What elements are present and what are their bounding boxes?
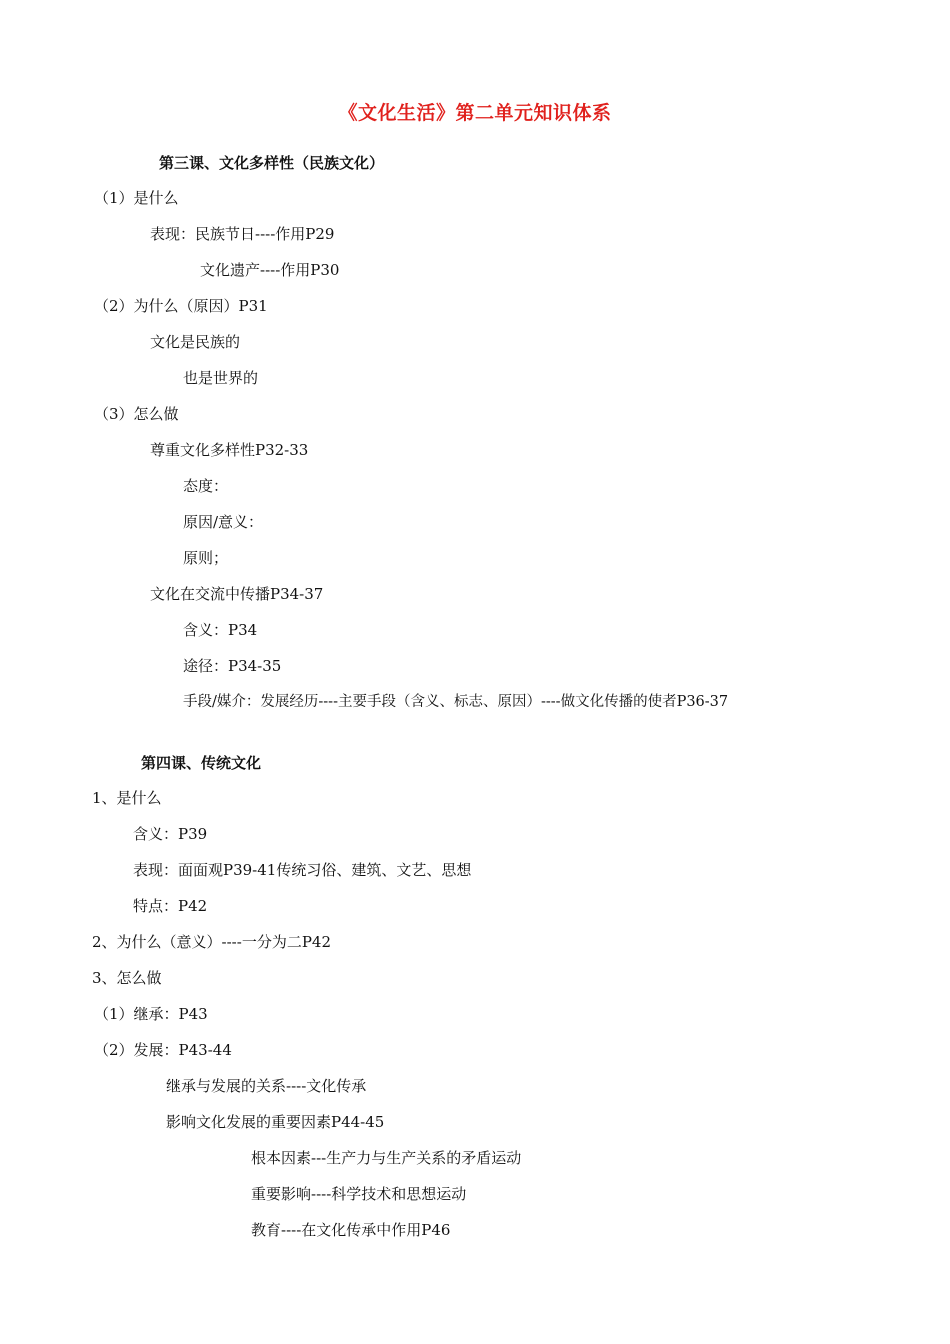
lesson4-line: 表现：面面观P39-41传统习俗、建筑、文艺、思想: [133, 861, 472, 879]
lesson4-line: 特点：P42: [133, 897, 208, 915]
lesson3-line: 途径：P34-35: [183, 657, 282, 675]
lesson4-line: 1、是什么: [92, 789, 162, 807]
lesson3-line: 原则；: [183, 549, 229, 567]
lesson3-line: （2）为什么（原因）P31: [94, 297, 268, 315]
lesson4-line: 继承与发展的关系----文化传承: [166, 1077, 367, 1095]
lesson4-line: 含义：P39: [133, 825, 208, 843]
lesson4-line: 3、怎么做: [92, 969, 162, 987]
lesson4-line: 2、为什么（意义）----一分为二P42: [92, 933, 331, 951]
lesson3-line: 也是世界的: [183, 369, 259, 387]
lesson3-line: 文化遗产----作用P30: [200, 261, 340, 279]
lesson4-line: 影响文化发展的重要因素P44-45: [166, 1113, 385, 1131]
lesson3-line: 原因/意义：: [183, 513, 264, 531]
lesson4-line: （2）发展：P43-44: [94, 1041, 232, 1059]
lesson3-line: 态度：: [183, 477, 229, 495]
lesson3-heading: 第三课、文化多样性（民族文化）: [159, 154, 385, 172]
lesson3-line: 表现：民族节日----作用P29: [150, 225, 335, 243]
lesson4-line: 教育----在文化传承中作用P46: [251, 1221, 451, 1239]
page-title: 《文化生活》第二单元知识体系: [338, 102, 612, 124]
lesson3-line: 含义：P34: [183, 621, 258, 639]
lesson4-heading: 第四课、传统文化: [141, 754, 262, 772]
lesson3-line: 文化在交流中传播P34-37: [150, 585, 324, 603]
lesson3-line: （3）怎么做: [94, 405, 179, 423]
lesson4-line: 根本因素---生产力与生产关系的矛盾运动: [251, 1149, 522, 1167]
lesson4-line: （1）继承：P43: [94, 1005, 208, 1023]
lesson4-line: 重要影响----科学技术和思想运动: [251, 1185, 467, 1203]
lesson3-line: 尊重文化多样性P32-33: [150, 441, 309, 459]
lesson3-line: （1）是什么: [94, 189, 179, 207]
lesson3-line: 手段/媒介：发展经历----主要手段（含义、标志、原因）----做文化传播的使者P36-37: [183, 694, 729, 710]
lesson3-line: 文化是民族的: [150, 333, 241, 351]
